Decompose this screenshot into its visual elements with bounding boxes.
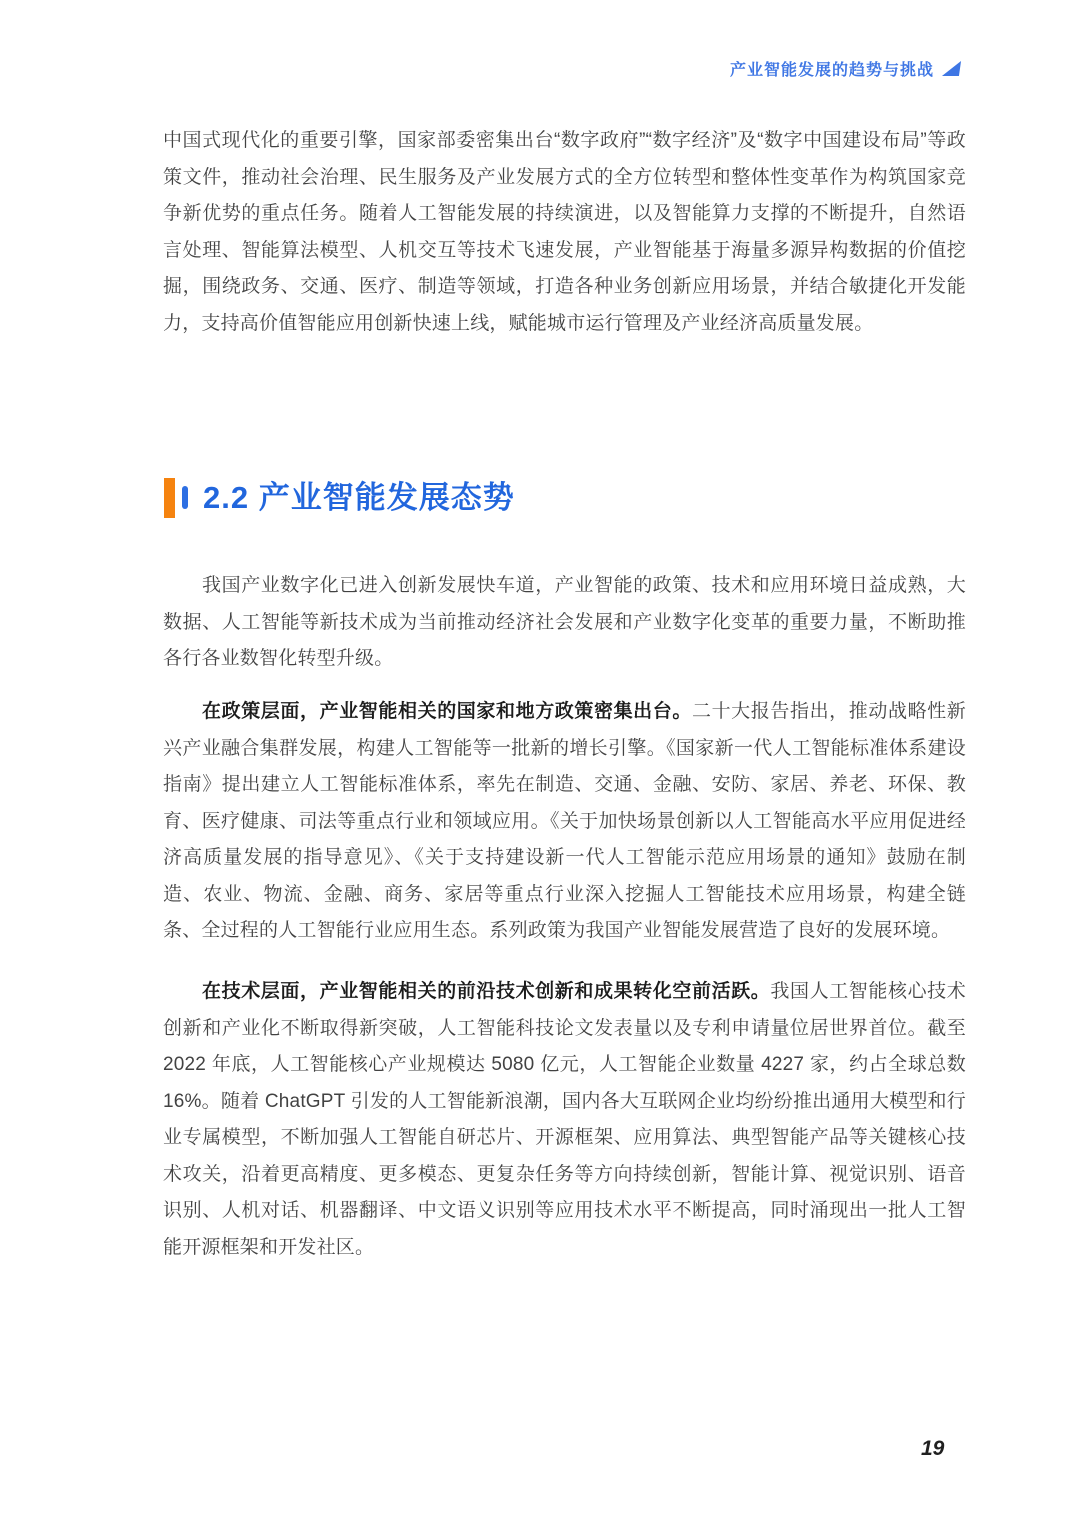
orange-bar-icon — [164, 478, 175, 518]
technology-paragraph-body: 我国人工智能核心技术创新和产业化不断取得新突破，人工智能科技论文发表量以及专利申请量位居世界首位。截至 2022 年底，人工智能核心产业规模达 5080 亿元，人工智能企业数量 4227 家，约占全球总数 16%。随着 ChatGPT 引发的人工智能新浪潮，国内各大互联网企业均纷纷推出通用大模型和行业专属模型，不断加强人工智能自研芯片、开源框架、应用算法、典型智能产品等关键核心技术攻关，沿着更高精度、更多模态、更复杂任务等方向持续创新，智能计算、视觉识别、语音识别、人机对话、机器翻译、中文语义识别等应用技术水平不断提高，同时涌现出一批人工智能开源框架和开发社区。 — [163, 981, 966, 1258]
paragraph-technology — [163, 974, 966, 1266]
running-head-title: 产业智能发展的趋势与挑战 — [729, 62, 934, 79]
section-title: 2.2 产业智能发展态势 — [203, 480, 515, 515]
section-heading — [164, 477, 515, 518]
technology-paragraph-lead: 在技术层面，产业智能相关的前沿技术创新和成果转化空前活跃。 — [202, 981, 771, 1002]
page-number: 19 — [921, 1437, 945, 1460]
policy-paragraph-body: 二十大报告指出，推动战略性新兴产业融合集群发展，构建人工智能等一批新的增长引擎。《国家新一代人工智能标准体系建设指南》提出建立人工智能标准体系，率先在制造、交通、金融、安防、家居、养老、环保、教育、医疗健康、司法等重点行业和领域应用。《关于加快场景创新以人工智能高水平应用促进经济高质量发展的指导意见》、《关于支持建设新一代人工智能示范应用场景的通知》鼓励在制造、农业、物流、金融、商务、家居等重点行业深入挖掘人工智能技术应用场景，构建全链条、全过程的人工智能行业应用生态。系列政策为我国产业智能发展营造了良好的发展环境。 — [163, 701, 966, 941]
paragraph-intro-continued: 中国式现代化的重要引擎，国家部委密集出台“数字政府”“数字经济”及“数字中国建设布局”等政策文件，推动社会治理、民生服务及产业发展方式的全方位转型和整体性变革作为构筑国家竞争新优势的重点任务。随着人工智能发展的持续演进，以及智能算力支撑的不断提升，自然语言处理、智能算法模型、人机交互等技术飞速发展，产业智能基于海量多源异构数据的价值挖掘，围绕政务、交通、医疗、制造等领域，打造各种业务创新应用场景，并结合敏捷化开发能力，支持高价值智能应用创新快速上线，赋能城市运行管理及产业经济高质量发展。 — [163, 130, 966, 334]
paragraph-policy — [163, 694, 966, 950]
paragraph-overview: 我国产业数字化已进入创新发展快车道，产业智能的政策、技术和应用环境日益成熟，大数据、人工智能等新技术成为当前推动经济社会发展和产业数字化变革的重要力量，不断助推各行各业数智化转型升级。 — [163, 575, 966, 669]
blue-bar-icon — [182, 486, 188, 509]
policy-paragraph-lead: 在政策层面，产业智能相关的国家和地方政策密集出台。 — [202, 701, 692, 722]
triangle-icon — [942, 61, 961, 76]
page-header — [730, 57, 960, 80]
